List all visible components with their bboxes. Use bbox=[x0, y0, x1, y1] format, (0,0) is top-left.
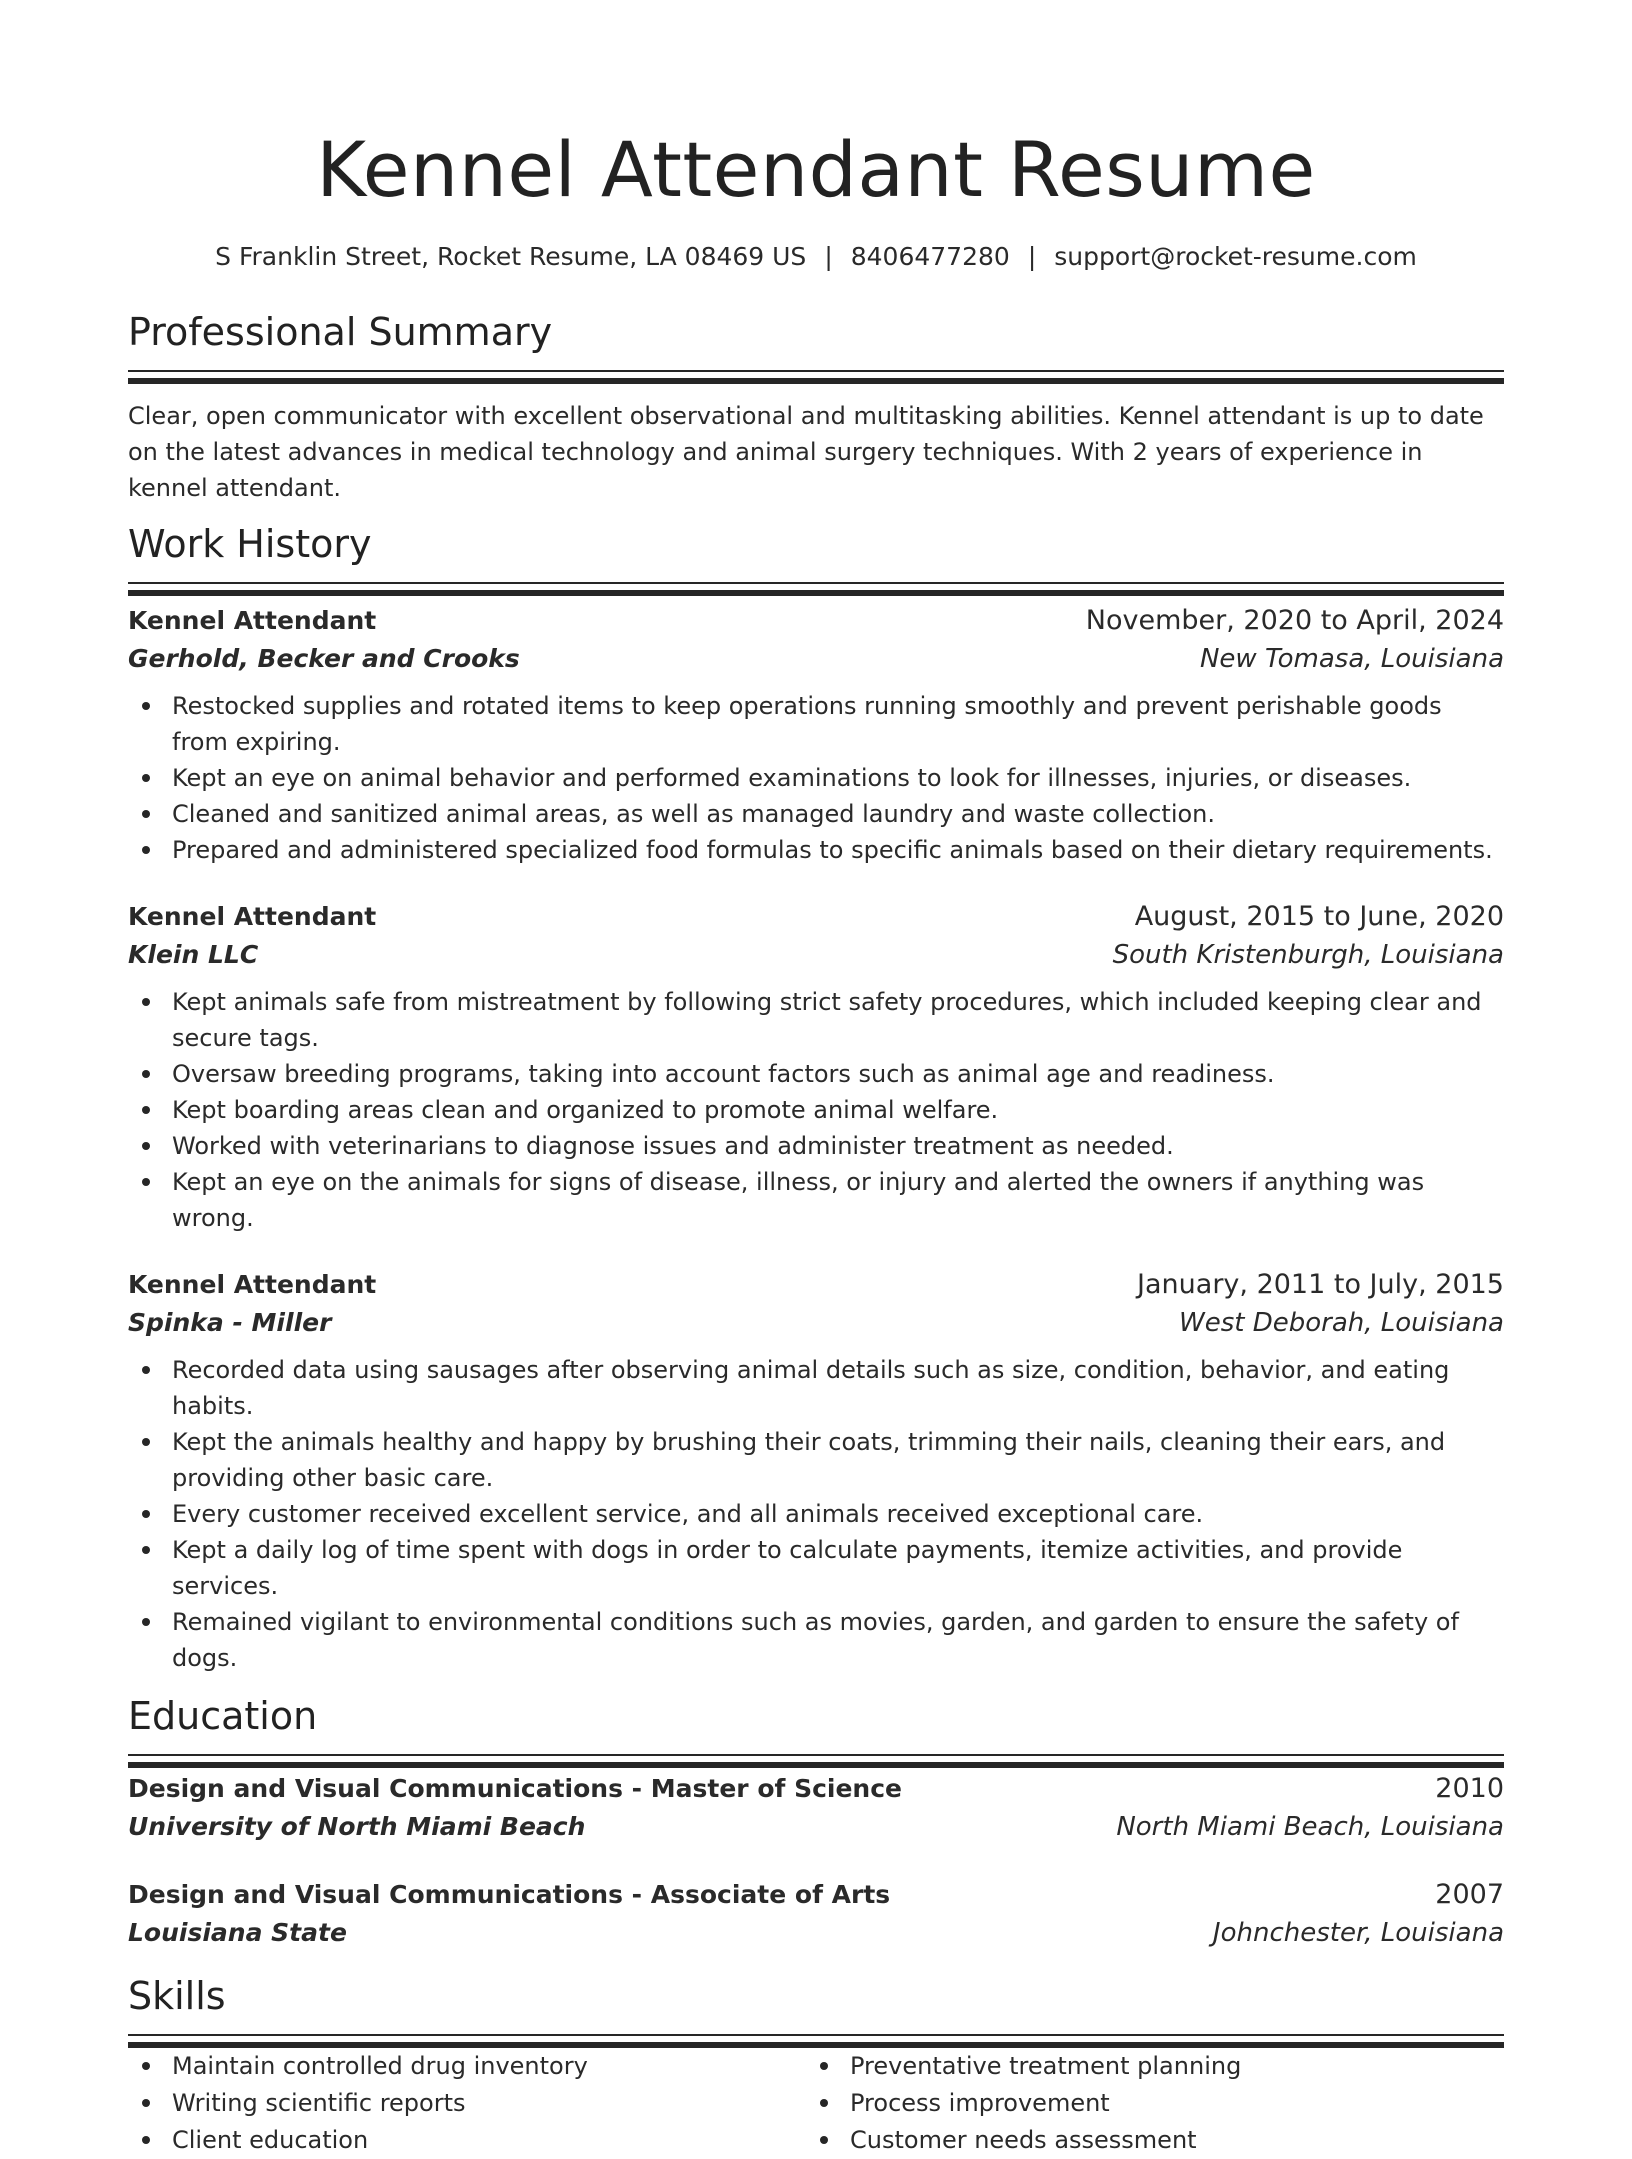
job-location: South Kristenburgh, Louisiana bbox=[1112, 940, 1504, 970]
job-company-row bbox=[128, 1304, 1504, 1342]
job-entry bbox=[128, 898, 1504, 1236]
section-divider bbox=[128, 1754, 1504, 1756]
job-duty: Kept an eye on the animals for signs of disease, illness, or injury and alerted the owners if anything was wrong. bbox=[172, 1164, 1504, 1236]
job-entry bbox=[128, 602, 1504, 868]
job-company-row bbox=[128, 936, 1504, 974]
job-duty: Kept animals safe from mistreatment by following strict safety procedures, which included keeping clear and secure tags. bbox=[172, 984, 1504, 1056]
resume-title: Kennel Attendant Resume bbox=[316, 125, 1316, 214]
education-school-row bbox=[128, 1808, 1504, 1846]
education-section bbox=[128, 1692, 1504, 1952]
job-title: Kennel Attendant bbox=[128, 1270, 377, 1299]
section-heading: Education bbox=[128, 1694, 318, 1738]
section-divider bbox=[128, 2034, 1504, 2036]
job-duty: Kept an eye on animal behavior and performed examinations to look for illnesses, injuries, or diseases. bbox=[172, 760, 1504, 796]
work-history-section bbox=[128, 520, 1504, 1676]
job-duty: Kept a daily log of time spent with dogs in order to calculate payments, itemize activities, and provide services. bbox=[172, 1532, 1504, 1604]
contact-separator: | bbox=[1027, 242, 1037, 271]
job-duties bbox=[128, 688, 1504, 868]
job-dates: August, 2015 to June, 2020 bbox=[1134, 901, 1504, 932]
education-location: North Miami Beach, Louisiana bbox=[1116, 1812, 1504, 1842]
job-company: Klein LLC bbox=[128, 940, 259, 969]
job-duty: Recorded data using sausages after observing animal details such as size, condition, behavior, and eating habits. bbox=[172, 1352, 1504, 1424]
education-header-row bbox=[128, 1876, 1504, 1914]
job-company: Spinka - Miller bbox=[128, 1308, 332, 1337]
job-duties bbox=[128, 984, 1504, 1236]
contact-address: S Franklin Street, Rocket Resume, LA 08469 US bbox=[215, 242, 807, 271]
job-company: Gerhold, Becker and Crooks bbox=[128, 644, 520, 673]
skill-item: Preventative treatment planning bbox=[850, 2048, 1484, 2085]
skills-columns bbox=[128, 2048, 1504, 2159]
job-duty: Prepared and administered specialized food formulas to specific animals based on their dietary requirements. bbox=[172, 832, 1504, 868]
education-degree: Design and Visual Communications - Associate of Arts bbox=[128, 1880, 891, 1909]
job-location: West Deborah, Louisiana bbox=[1179, 1308, 1504, 1338]
job-duty: Cleaned and sanitized animal areas, as well as managed laundry and waste collection. bbox=[172, 796, 1504, 832]
section-divider bbox=[128, 582, 1504, 584]
education-entry bbox=[128, 1876, 1504, 1952]
skills-list-left bbox=[128, 2048, 806, 2159]
job-dates: January, 2011 to July, 2015 bbox=[1137, 1269, 1504, 1300]
education-school: University of North Miami Beach bbox=[128, 1812, 586, 1841]
job-location: New Tomasa, Louisiana bbox=[1199, 644, 1504, 674]
skill-item: Customer needs assessment bbox=[850, 2122, 1484, 2159]
contact-line bbox=[128, 240, 1504, 274]
job-duty: Oversaw breeding programs, taking into account factors such as animal age and readiness. bbox=[172, 1056, 1504, 1092]
job-duty: Restocked supplies and rotated items to keep operations running smoothly and prevent perishable goods from expiring. bbox=[172, 688, 1504, 760]
job-entry bbox=[128, 1266, 1504, 1676]
resume-page bbox=[128, 0, 1504, 2159]
education-year: 2007 bbox=[1435, 1879, 1504, 1910]
job-header-row bbox=[128, 1266, 1504, 1304]
education-degree: Design and Visual Communications - Master of Science bbox=[128, 1774, 902, 1803]
professional-summary-section bbox=[128, 308, 1504, 506]
skills-list-right bbox=[806, 2048, 1484, 2159]
job-title: Kennel Attendant bbox=[128, 902, 377, 931]
job-duty: Kept the animals healthy and happy by brushing their coats, trimming their nails, cleaning their ears, and providing other basic care. bbox=[172, 1424, 1504, 1496]
job-duty: Kept boarding areas clean and organized to promote animal welfare. bbox=[172, 1092, 1504, 1128]
skills-section bbox=[128, 1972, 1504, 2159]
job-duty: Remained vigilant to environmental conditions such as movies, garden, and garden to ensure the safety of dogs. bbox=[172, 1604, 1504, 1676]
contact-separator: | bbox=[824, 242, 833, 271]
education-header-row bbox=[128, 1770, 1504, 1808]
education-year: 2010 bbox=[1435, 1773, 1504, 1804]
job-duty: Every customer received excellent service, and all animals received exceptional care. bbox=[172, 1496, 1504, 1532]
section-heading: Professional Summary bbox=[128, 310, 553, 354]
job-header-row bbox=[128, 602, 1504, 640]
education-entry bbox=[128, 1770, 1504, 1846]
skill-item: Client education bbox=[172, 2122, 806, 2159]
section-heading: Work History bbox=[128, 522, 372, 566]
job-header-row bbox=[128, 898, 1504, 936]
job-dates: November, 2020 to April, 2024 bbox=[1085, 605, 1504, 636]
section-divider bbox=[128, 370, 1504, 372]
education-school-row bbox=[128, 1914, 1504, 1952]
job-duties bbox=[128, 1352, 1504, 1676]
summary-text: Clear, open communicator with excellent observational and multitasking abilities. Kennel attendant is up to date on the latest advances in medical technology and animal surgery techniques. With 2 years of experience in kennel attendant. bbox=[128, 402, 1484, 502]
skill-item: Maintain controlled drug inventory bbox=[172, 2048, 806, 2085]
contact-phone: 8406477280 bbox=[850, 242, 1010, 271]
education-school: Louisiana State bbox=[128, 1918, 347, 1947]
job-company-row bbox=[128, 640, 1504, 678]
job-duty: Worked with veterinarians to diagnose issues and administer treatment as needed. bbox=[172, 1128, 1504, 1164]
job-title: Kennel Attendant bbox=[128, 606, 377, 635]
education-location: Johnchester, Louisiana bbox=[1212, 1918, 1504, 1948]
section-heading: Skills bbox=[128, 1974, 226, 2018]
contact-email: support@rocket-resume.com bbox=[1054, 242, 1417, 271]
skill-item: Writing scientific reports bbox=[172, 2085, 806, 2122]
skill-item: Process improvement bbox=[850, 2085, 1484, 2122]
